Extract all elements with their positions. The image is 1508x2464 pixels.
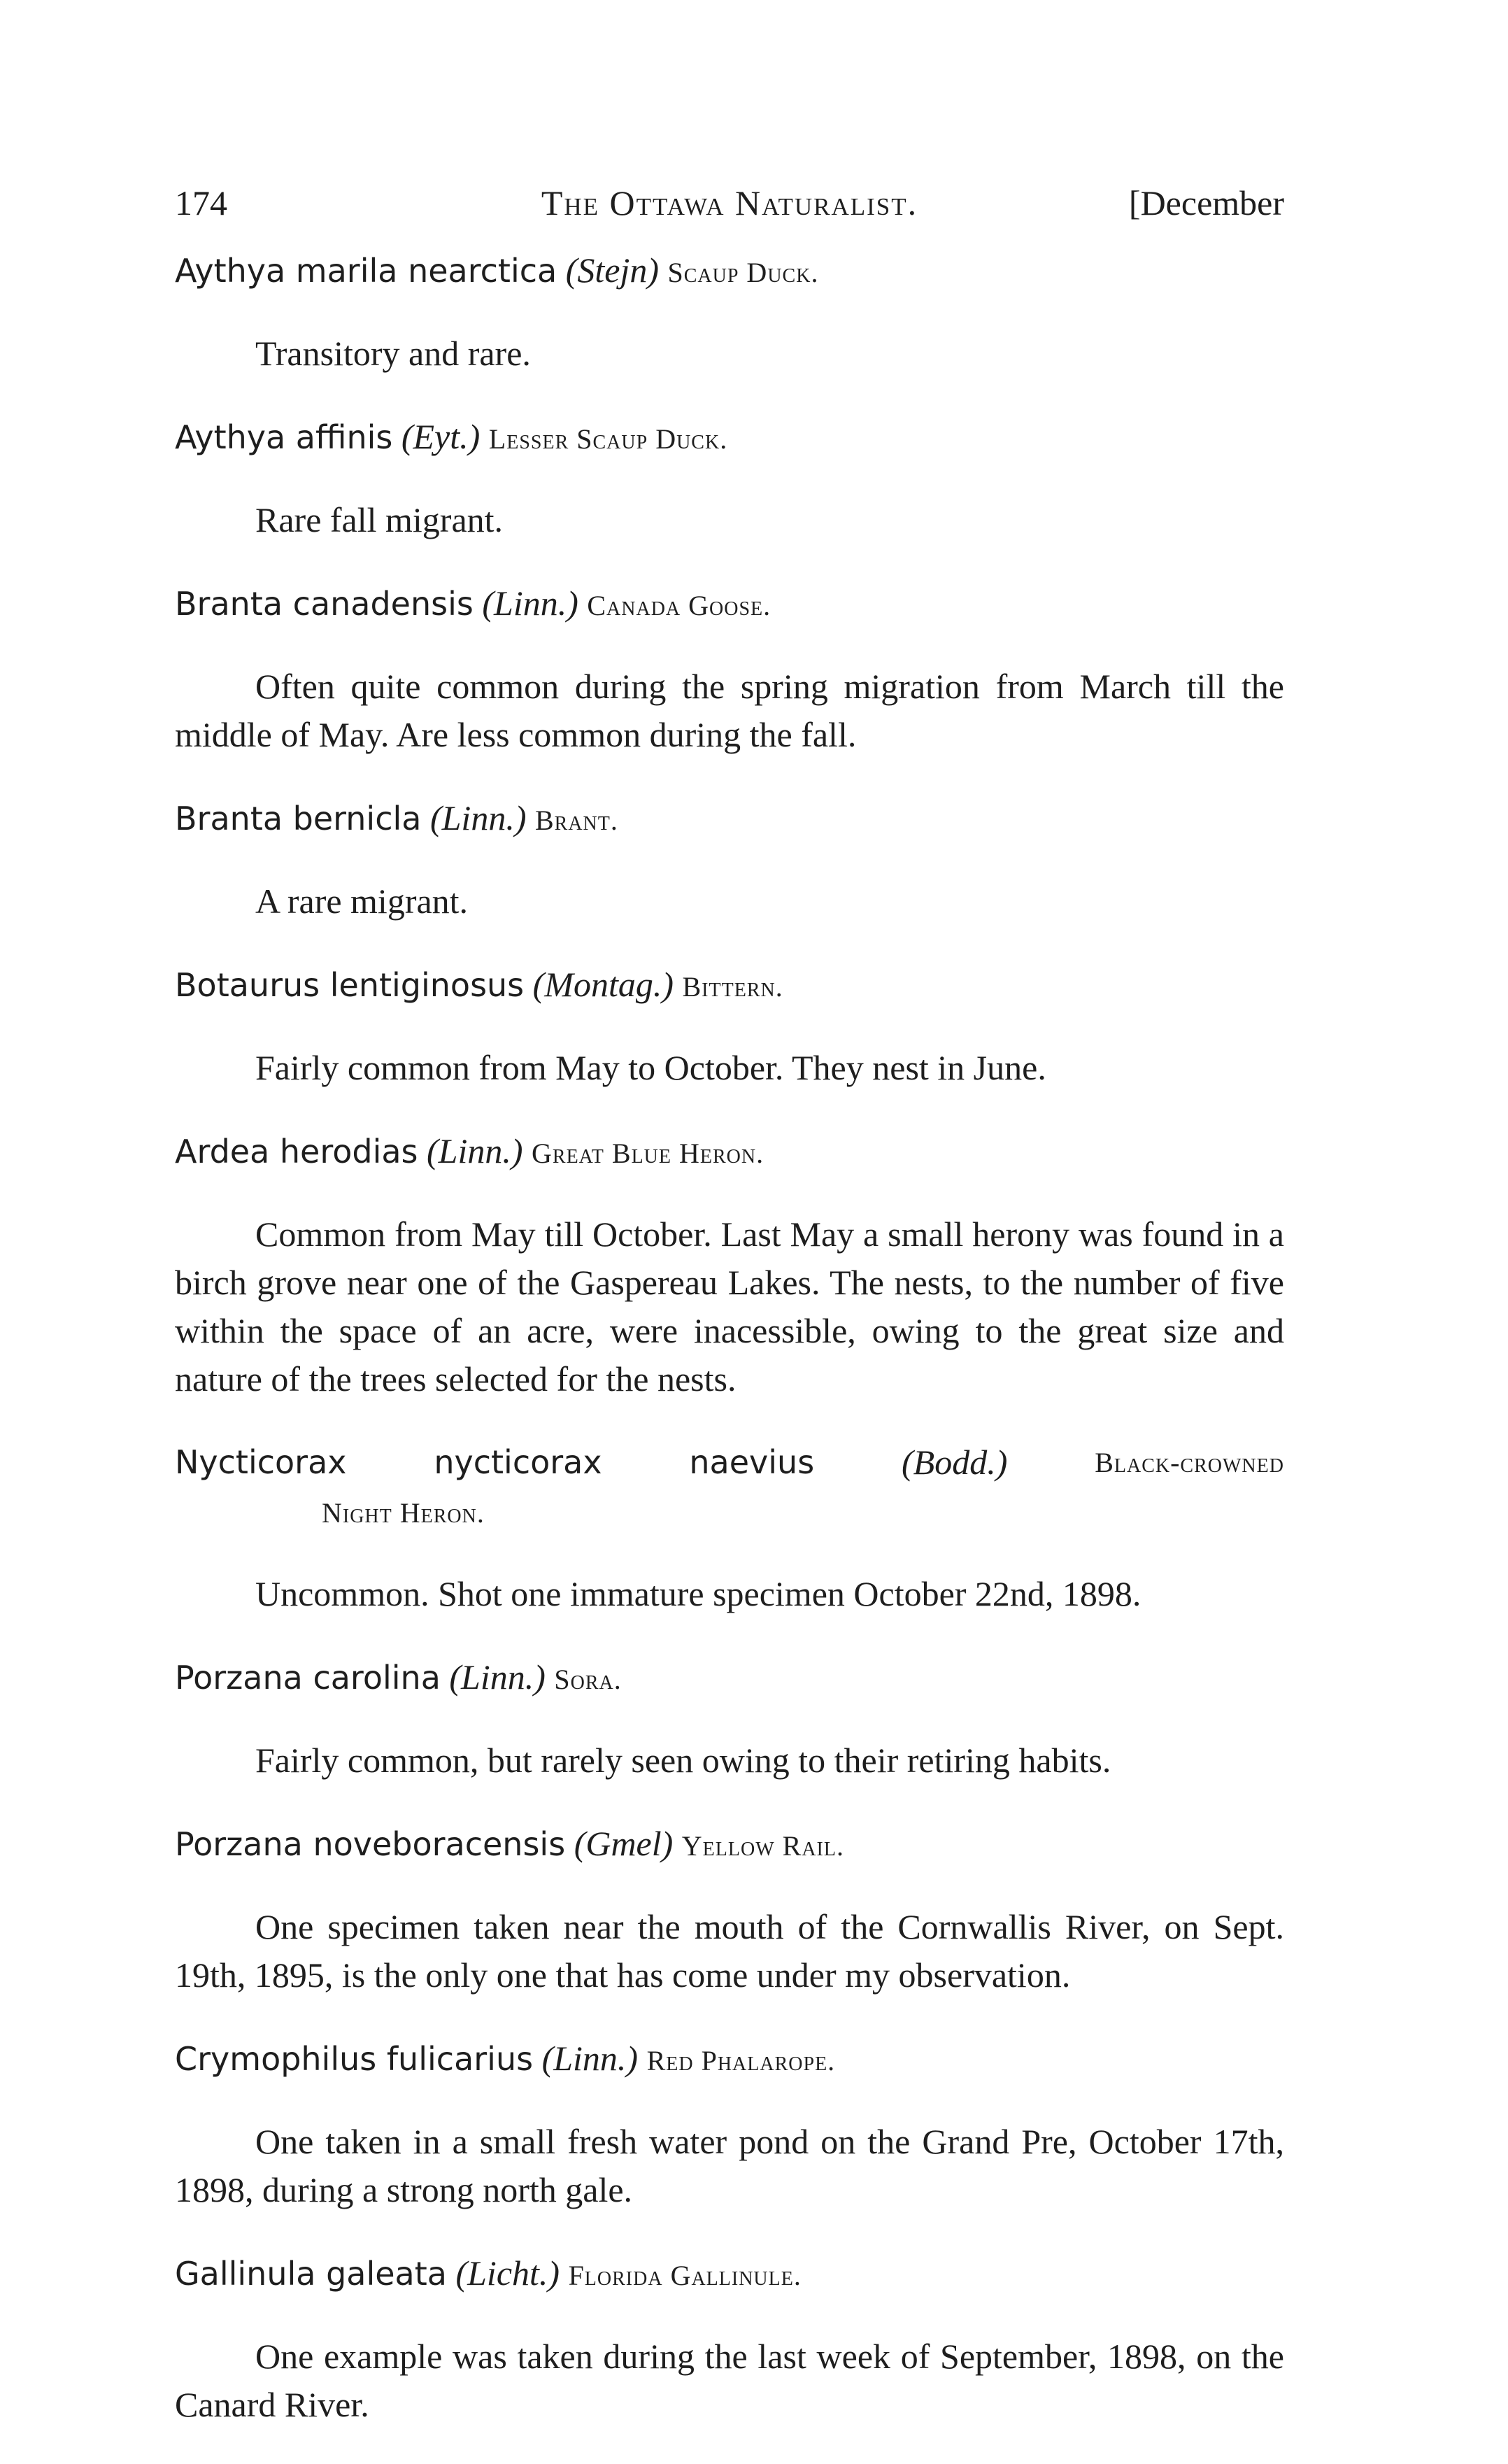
- entry-description: Rare fall migrant.: [255, 500, 504, 539]
- scientific-name: Botaurus lentiginosus: [175, 966, 525, 1004]
- entry-heading: [175, 1820, 1284, 1868]
- entry-heading: [175, 1653, 1284, 1701]
- authority: (Linn.): [482, 583, 578, 623]
- entry-heading: [175, 246, 1284, 295]
- common-name: Florida Gallinule.: [568, 2260, 802, 2291]
- entry-heading: [175, 413, 1284, 461]
- common-name: Sora.: [554, 1664, 622, 1695]
- entry-description: Common from May till October. Last May a small herony was found in a birch grove near one of the Gaspereau Lakes. The nests, to the number of five within the space of an acre, were inacessible, owing to the great size and nature of the trees selected for the nests.: [175, 1215, 1284, 1399]
- species-entry: [175, 246, 1284, 378]
- scientific-name: Branta bernicla: [175, 800, 422, 837]
- species-entry: [175, 2034, 1284, 2214]
- entry-description: One example was taken during the last week of September, 1898, on the Canard River.: [175, 2337, 1284, 2424]
- scientific-name: Gallinula galeata: [175, 2255, 447, 2293]
- authority: (Linn.): [449, 1657, 546, 1697]
- common-name: Bittern.: [682, 971, 783, 1003]
- scientific-name-genus: Nycticorax: [175, 1443, 347, 1481]
- species-entry: [175, 413, 1284, 544]
- common-name: Great Blue Heron.: [532, 1138, 764, 1169]
- authority: (Licht.): [455, 2253, 560, 2293]
- scientific-name: Porzana carolina: [175, 1659, 441, 1697]
- scientific-name: Aythya marila nearctica: [175, 252, 557, 290]
- authority: (Linn.): [429, 798, 527, 837]
- entry-heading: [175, 1438, 1284, 1487]
- common-name-part-2: Night Heron.: [322, 1497, 485, 1529]
- page-number: 174: [175, 183, 227, 222]
- authority: (Linn.): [541, 2039, 639, 2078]
- common-name: Brant.: [534, 805, 618, 836]
- scientific-name: Porzana noveboracensis: [175, 1825, 566, 1863]
- scientific-name: Aythya affinis: [175, 418, 393, 456]
- issue-month: [December: [1128, 183, 1284, 222]
- scientific-name-subspecies: naevius: [689, 1443, 815, 1481]
- authority: (Gmel): [574, 1824, 674, 1863]
- scientific-name-species: nycticorax: [434, 1443, 602, 1481]
- authority: (Stejn): [565, 250, 659, 290]
- running-header: [175, 175, 1284, 231]
- entry-heading: [175, 794, 1284, 842]
- entry-heading: [175, 2034, 1284, 2083]
- entry-heading-continued: [175, 1487, 1284, 1535]
- entry-heading: [175, 579, 1284, 628]
- species-list: [175, 246, 1284, 2464]
- journal-title: The Ottawa Naturalist.: [541, 183, 918, 222]
- species-entry: [175, 2249, 1284, 2429]
- entry-description: One taken in a small fresh water pond on the Grand Pre, October 17th, 1898, during a strong north gale.: [175, 2122, 1284, 2209]
- authority: (Eyt.): [401, 417, 481, 456]
- entry-description: Uncommon. Shot one immature specimen October 22nd, 1898.: [255, 1574, 1141, 1613]
- scientific-name: Ardea herodias: [175, 1133, 418, 1170]
- common-name: Canada Goose.: [587, 590, 771, 621]
- entry-heading: [175, 2249, 1284, 2297]
- entry-heading: [175, 961, 1284, 1009]
- species-entry: [175, 1820, 1284, 1999]
- authority: (Montag.): [532, 965, 674, 1004]
- species-entry: [175, 1653, 1284, 1785]
- entry-description: One specimen taken near the mouth of the Cornwallis River, on Sept. 19th, 1895, is the only one that has come under my observation.: [175, 1907, 1284, 1995]
- authority: (Bodd.): [902, 1443, 1008, 1482]
- species-entry: [175, 794, 1284, 926]
- common-name: Yellow Rail.: [681, 1830, 844, 1862]
- species-entry: [175, 961, 1284, 1092]
- common-name: Red Phalarope.: [646, 2045, 836, 2076]
- authority: (Linn.): [427, 1131, 523, 1170]
- species-entry: [175, 1127, 1284, 1403]
- scientific-name: Branta canadensis: [175, 585, 474, 623]
- common-name: Scaup Duck.: [667, 257, 819, 288]
- common-name-part-1: Black-crowned: [1095, 1447, 1284, 1478]
- scientific-name: Crymophilus fulicarius: [175, 2040, 534, 2078]
- entry-description: Transitory and rare.: [255, 334, 531, 373]
- entry-description: A rare migrant.: [255, 881, 469, 921]
- entry-description: Fairly common from May to October. They nest in June.: [255, 1048, 1046, 1087]
- entry-description: Often quite common during the spring migration from March till the middle of May. Are less common during the fall.: [175, 667, 1284, 754]
- entry-description: Fairly common, but rarely seen owing to their retiring habits.: [255, 1741, 1111, 1780]
- entry-heading: [175, 1127, 1284, 1175]
- species-entry: [175, 1438, 1284, 1618]
- species-entry: [175, 579, 1284, 759]
- common-name: Lesser Scaup Duck.: [488, 423, 728, 455]
